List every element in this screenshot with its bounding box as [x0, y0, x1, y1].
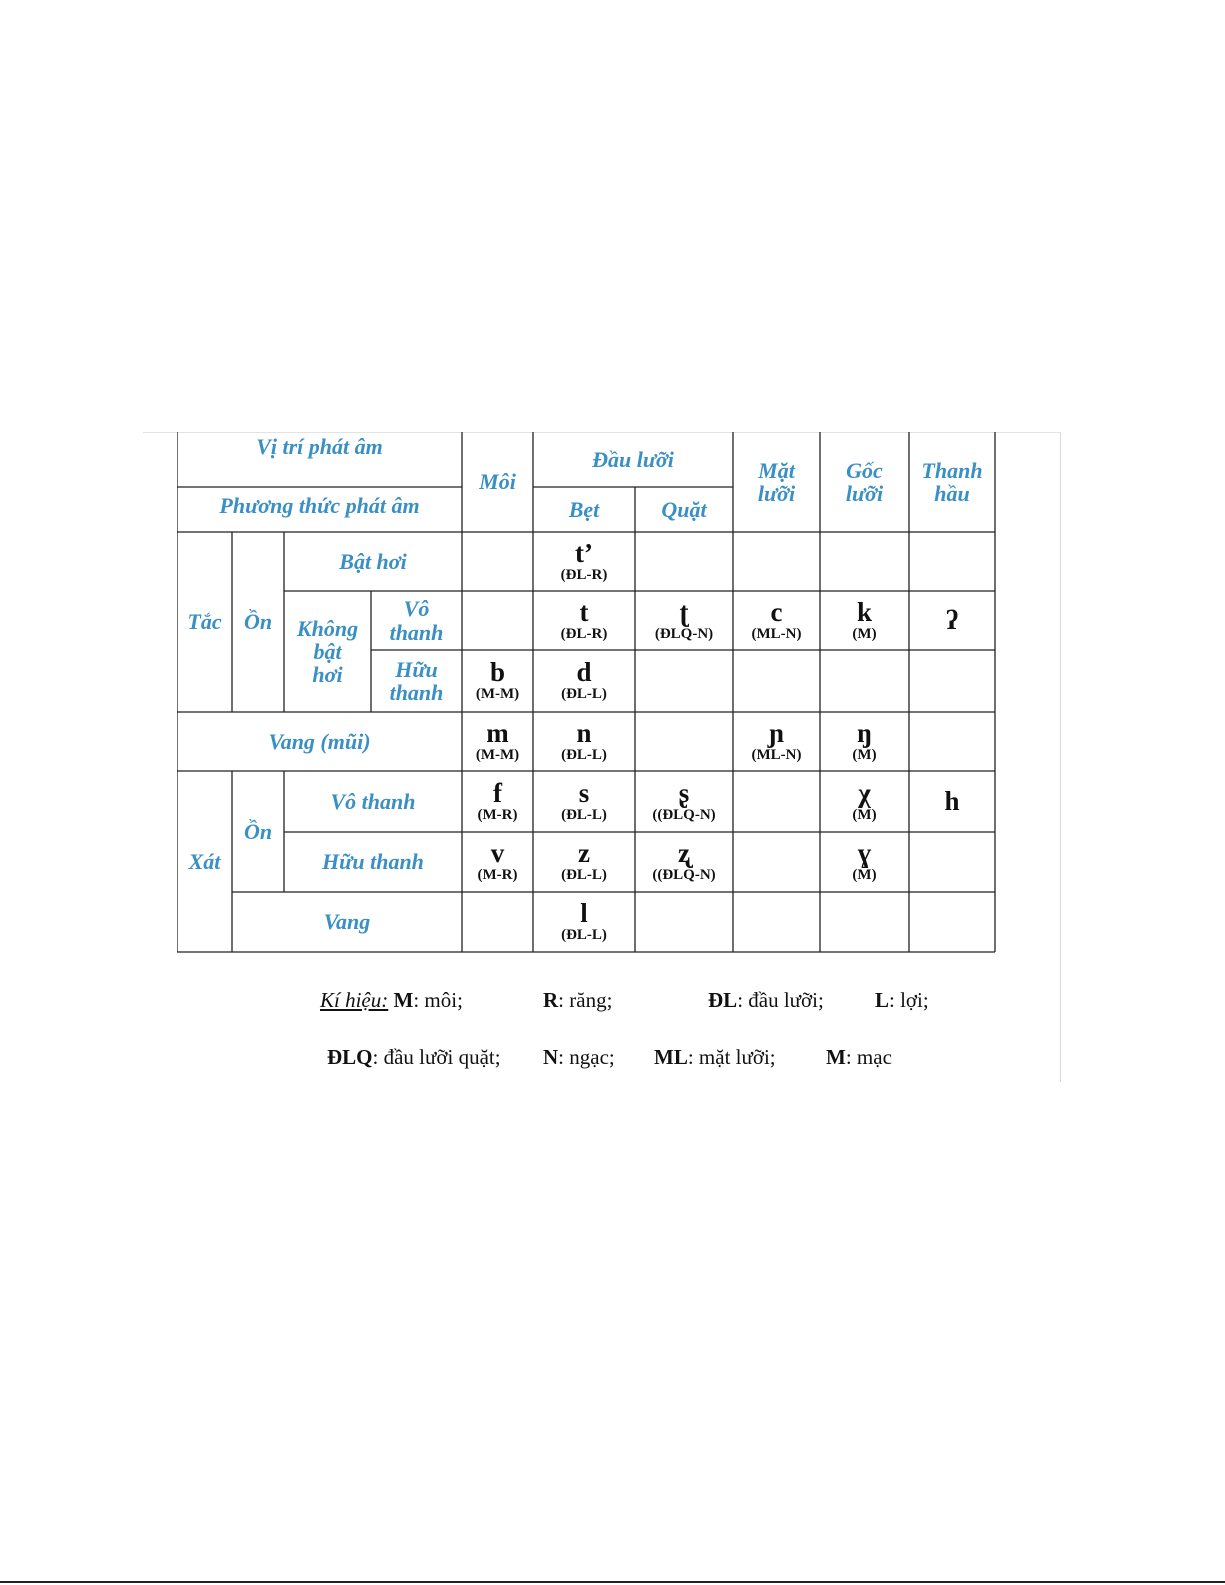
legend-text: : đầu lưỡi quặt;	[372, 1045, 501, 1069]
code: (ĐL-L)	[561, 927, 607, 944]
code: (M)	[852, 746, 877, 763]
code: (ĐL-L)	[561, 746, 607, 763]
cell-ng	[820, 712, 909, 771]
code: (ĐL-R)	[560, 566, 608, 583]
cell-v	[462, 832, 533, 892]
code: (M-R)	[477, 806, 518, 823]
legend-line-1	[320, 988, 463, 1013]
symbol: f	[493, 777, 502, 808]
symbol: ɲ	[768, 717, 785, 748]
legend-key: L	[875, 988, 890, 1012]
row-tac: Tắc	[187, 609, 222, 635]
legend-label: Kí hiệu:	[320, 988, 389, 1012]
legend-key: R	[543, 988, 559, 1012]
cell-z-retroflex	[635, 832, 733, 892]
legend-text: : môi;	[413, 988, 463, 1012]
cell-s	[533, 771, 635, 832]
header-thanh-hau: Thanh hầu	[921, 457, 983, 506]
cell-h	[909, 771, 995, 832]
symbol: h	[944, 786, 960, 816]
code: (M-M)	[475, 686, 520, 703]
code: (ML-N)	[751, 625, 802, 642]
legend-item-l	[875, 988, 929, 1013]
legend-text: : lợi;	[889, 988, 929, 1012]
row-vang: Vang	[323, 909, 371, 935]
legend-key: ĐL	[708, 988, 738, 1012]
header-manner: Phương thức phát âm	[219, 493, 420, 519]
cell-b	[462, 650, 533, 712]
cell-z	[533, 832, 635, 892]
row-bat-hoi: Bật hơi	[339, 548, 407, 574]
legend-text: : mặt lưỡi;	[687, 1045, 776, 1069]
symbol: t	[579, 596, 589, 627]
cell-f	[462, 771, 533, 832]
cell-gamma	[820, 832, 909, 892]
symbol: k	[856, 596, 873, 627]
legend-key: ML	[654, 1045, 688, 1069]
cell-t-retroflex	[635, 591, 733, 650]
legend-key: M	[393, 988, 414, 1012]
code: (M)	[852, 867, 877, 884]
row-vo-thanh-short: Vô thanh	[389, 596, 444, 645]
page-edge-right	[1060, 432, 1061, 1082]
code: (M)	[852, 625, 877, 642]
cell-chi	[820, 771, 909, 832]
legend-text: : đầu lưỡi;	[737, 988, 824, 1012]
row-huu-thanh: Hữu thanh	[322, 849, 424, 875]
cell-glottal-stop	[909, 591, 995, 650]
code: (ĐL-L)	[561, 867, 607, 884]
legend-item-r	[543, 988, 612, 1013]
row-xat: Xát	[188, 848, 221, 874]
symbol: ʐ	[678, 838, 690, 869]
legend-item-dl	[708, 988, 824, 1013]
cell-k	[820, 591, 909, 650]
symbol: s	[578, 777, 590, 808]
header-dau-luoi: Đầu lưỡi	[592, 446, 674, 472]
header-bet: Bẹt	[568, 496, 600, 522]
legend-item-m-mac	[826, 1045, 892, 1070]
legend-text: : mạc	[845, 1045, 892, 1069]
cell-m	[462, 712, 533, 771]
legend-text: : răng;	[558, 988, 613, 1012]
legend-text: : ngạc;	[558, 1045, 615, 1069]
symbol: l	[580, 898, 588, 929]
legend-key: M	[826, 1045, 846, 1069]
code: (ĐL-R)	[560, 625, 608, 642]
cell-t	[533, 591, 635, 650]
symbol: ʂ	[678, 777, 690, 808]
page-bottom-rule	[0, 1581, 1225, 1583]
header-moi: Môi	[479, 469, 516, 495]
symbol: ʈ	[679, 596, 689, 627]
cell-s-retroflex	[635, 771, 733, 832]
cell-d	[533, 650, 635, 712]
consonant-table	[177, 432, 1005, 962]
header-mat-luoi: Mặt lưỡi	[757, 457, 796, 506]
cell-n	[533, 712, 635, 771]
cell-t-aspirated	[533, 532, 635, 591]
symbol: z	[578, 838, 590, 869]
symbol: c	[770, 596, 783, 627]
symbol: ŋ	[856, 717, 873, 748]
symbol: t’	[575, 537, 593, 568]
row-vang-mui: Vang (mũi)	[268, 728, 371, 754]
code: (ĐL-L)	[561, 686, 607, 703]
cell-l	[533, 892, 635, 952]
code: ((ĐLQ-N)	[652, 806, 716, 823]
row-on-xat: Ồn	[243, 818, 273, 844]
symbol: d	[576, 657, 592, 688]
header-position: Vị trí phát âm	[256, 434, 383, 460]
code: (ML-N)	[751, 746, 802, 763]
code: (M-M)	[475, 746, 520, 763]
symbol: b	[489, 657, 506, 688]
header-goc-luoi: Gốc lưỡi	[845, 457, 884, 506]
row-on: Ồn	[243, 609, 273, 635]
cell-nh	[733, 712, 820, 771]
row-khong-bat-hoi: Không bật hơi	[296, 615, 359, 688]
symbol: χ	[858, 777, 871, 808]
symbol: m	[486, 717, 509, 748]
symbol: n	[576, 717, 592, 748]
code: (M-R)	[477, 867, 518, 884]
legend-key: N	[543, 1045, 559, 1069]
legend-item-ml	[654, 1045, 776, 1070]
symbol: ʔ	[946, 605, 958, 635]
symbol: ɣ	[857, 838, 872, 869]
legend-key: ĐLQ	[327, 1045, 373, 1069]
code: (ĐL-L)	[561, 806, 607, 823]
header-quat: Quặt	[661, 496, 707, 522]
cell-c	[733, 591, 820, 650]
symbol: v	[490, 838, 505, 869]
legend-item-dlq	[327, 1045, 501, 1070]
code: (M)	[852, 806, 877, 823]
code: ((ĐLQ-N)	[652, 867, 716, 884]
row-vo-thanh: Vô thanh	[330, 788, 416, 814]
legend-item-n	[543, 1045, 615, 1070]
code: (ĐLQ-N)	[654, 625, 714, 642]
row-huu-thanh-short: Hữu thanh	[389, 656, 444, 705]
